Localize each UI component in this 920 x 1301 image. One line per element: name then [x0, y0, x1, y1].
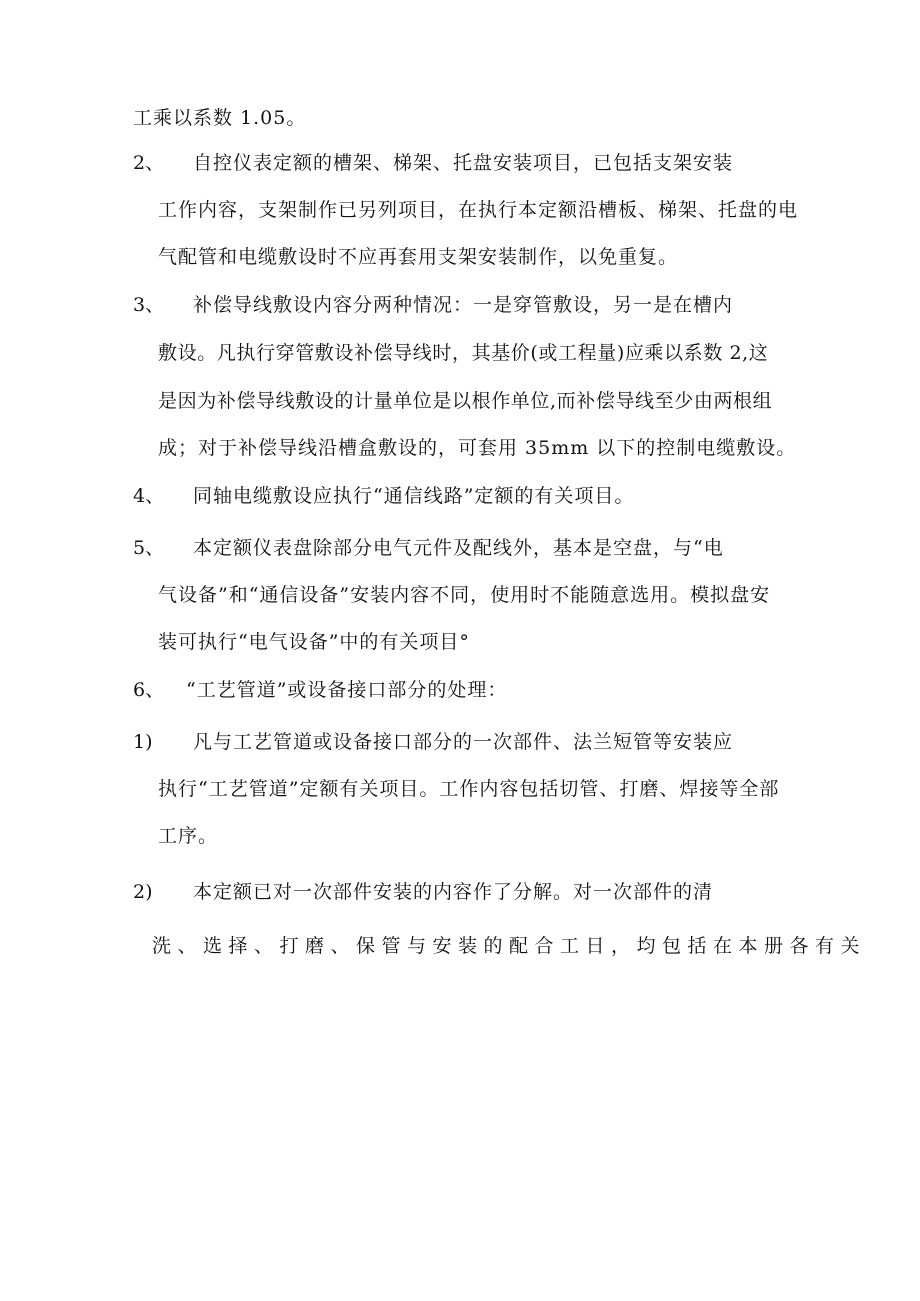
- text-line-3: 工作内容，支架制作已另列项目，在执行本定额沿槽板、梯架、托盘的电: [158, 199, 799, 221]
- text-line-6: 敷设。凡执行穿管敷设补偿导线时，其基价(或工程量)应乘以系数 2,这: [158, 342, 769, 364]
- text-line-9: 同轴电缆敷设应执行“通信线路”定额的有关项目。: [193, 485, 635, 507]
- sub-item-number-2: 2): [133, 881, 153, 903]
- text-line-12: 装可执行“电气设备”中的有关项目°: [158, 631, 470, 653]
- text-line-2: 自控仪表定额的槽架、梯架、托盘安装项目，已包括支架安装: [193, 152, 734, 174]
- item-number-2: 2、: [133, 152, 165, 174]
- item-number-6: 6、: [133, 679, 165, 701]
- text-line-18: 洗、选择、打磨、保管与安装的配合工日，均包括在本册各有关: [152, 935, 867, 957]
- text-line-11: 气设备”和“通信设备”安装内容不同，使用时不能随意选用。模拟盘安: [158, 584, 771, 606]
- item-number-4: 4、: [133, 485, 165, 507]
- item-number-5: 5、: [133, 537, 165, 559]
- text-line-17: 本定额已对一次部件安装的内容作了分解。对一次部件的清: [193, 881, 714, 903]
- item-number-3: 3、: [133, 294, 165, 316]
- text-line-15: 执行“工艺管道”定额有关项目。工作内容包括切管、打磨、焊接等全部: [158, 778, 780, 800]
- sub-item-number-1: 1): [133, 731, 153, 753]
- text-line-7: 是因为补偿导线敷设的计量单位是以根作单位,而补偿导线至少由两根组: [158, 390, 773, 412]
- text-line-16: 工序。: [158, 825, 219, 847]
- text-line-14: 凡与工艺管道或设备接口部分的一次部件、法兰短管等安装应: [193, 731, 734, 753]
- text-line-4: 气配管和电缆敷设时不应再套用支架安装制作，以免重复。: [158, 246, 679, 268]
- text-line-13: “工艺管道”或设备接口部分的处理：: [186, 679, 508, 701]
- text-line-10: 本定额仪表盘除部分电气元件及配线外，基本是空盘，与“电: [193, 537, 724, 559]
- text-line-5: 补偿导线敷设内容分两种情况：一是穿管敷设，另一是在槽内: [193, 294, 734, 316]
- text-line-1: 工乘以系数 1.05。: [133, 107, 307, 129]
- text-line-8: 成；对于补偿导线沿槽盒敷设的，可套用 35mm 以下的控制电缆敷设。: [158, 437, 797, 459]
